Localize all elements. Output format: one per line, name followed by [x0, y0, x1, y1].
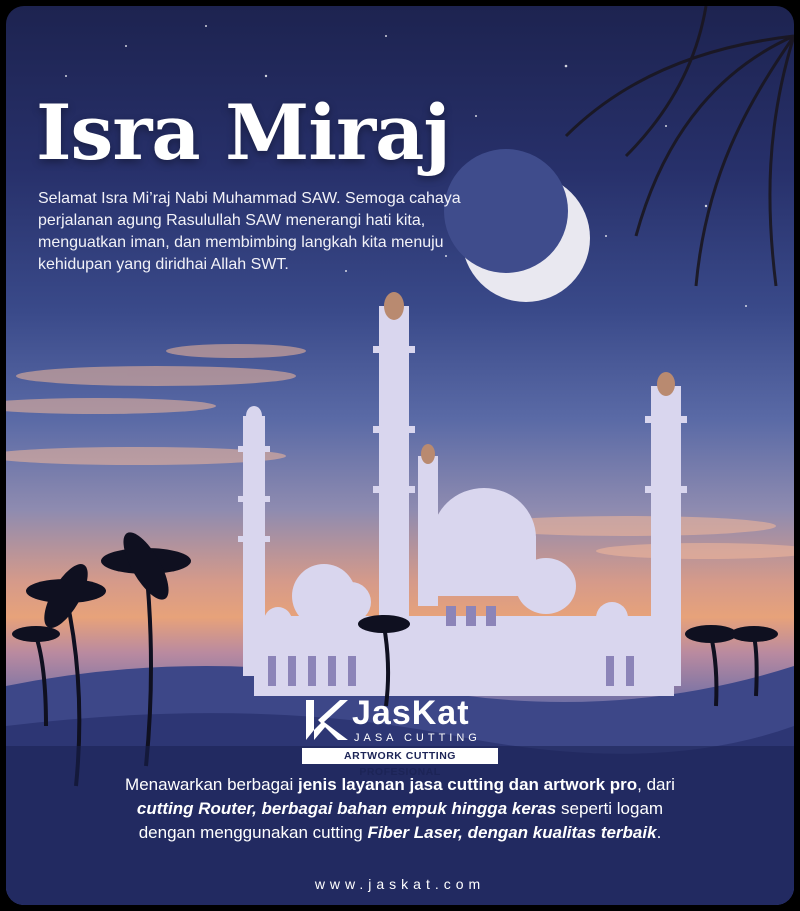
- promo-part: cutting Router, berbagai bahan empuk hingga keras: [136, 799, 557, 818]
- promo-part: Fiber Laser, dengan kualitas terbaik: [367, 823, 657, 842]
- promo-part: seperti logam dengan menggunakan cutting: [138, 799, 664, 842]
- promo-part: jenis layanan jasa cutting dan: [298, 775, 539, 794]
- brand-logo: [0, 694, 800, 778]
- promo-text: [120, 773, 680, 845]
- brand-tagline: ARTWORK CUTTING PROFESIONAL: [302, 748, 498, 764]
- promo-part: artwork pro: [538, 775, 638, 794]
- greeting-text: Selamat Isra Mi’raj Nabi Muhammad SAW. Semoga cahaya perjalanan agung Rasulullah SAW menerangi hati kita, menguatkan iman, dan membimbing langkah kita menuju kehidupan yang diridhai Allah SWT.: [38, 190, 461, 273]
- palm-leaves: [566, 6, 794, 286]
- mosque: [238, 292, 687, 696]
- promo-part: Menawarkan berbagai: [125, 775, 298, 794]
- page-title: Isra Miraj: [36, 88, 450, 177]
- promo-part: , dari: [637, 775, 675, 794]
- jk-logo-icon: [300, 696, 350, 744]
- website-link[interactable]: www.jaskat.com: [314, 876, 486, 892]
- promo-part: .: [656, 823, 662, 842]
- brand-subtitle: JASA CUTTING: [354, 732, 481, 744]
- brand-name: JasKat: [352, 694, 470, 732]
